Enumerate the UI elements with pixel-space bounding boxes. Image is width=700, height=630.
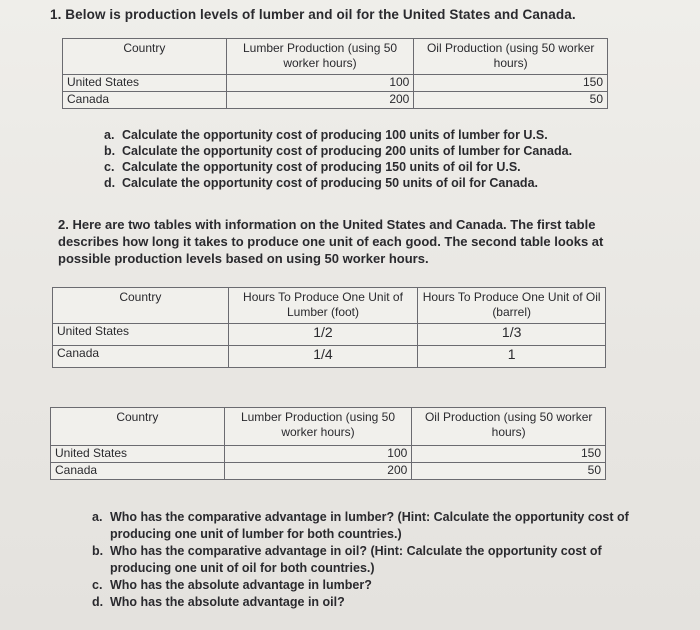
q2t1-cell-us-oil: 1/3 (418, 324, 606, 346)
q1-item-c: c. Calculate the opportunity cost of producing 150 units of oil for U.S. (104, 160, 521, 174)
q2t2-cell-ca-country: Canada (51, 463, 225, 480)
q2-item-a: a. Who has the comparative advantage in lumber? (Hint: Calculate the opportunity cost of producing one unit of lumber for both countries.) (92, 510, 629, 541)
q2t1-cell-us-lumber: 1/2 (228, 324, 418, 346)
q1-cell-ca-country: Canada (63, 92, 227, 109)
q2t2-header-country: Country (51, 408, 225, 446)
q2t2-cell-us-country: United States (51, 446, 225, 463)
q2t1-header-country: Country (53, 288, 229, 324)
q2t1-header-oil: Hours To Produce One Unit of Oil (barrel) (418, 288, 606, 324)
question-2-text: 2. Here are two tables with information on the United States and Canada. The first table describes how long it takes to produce one unit of each good. The second table looks at possible production levels based on using 50 worker hours. (58, 217, 604, 266)
q1-header-oil: Oil Production (using 50 worker hours) (414, 39, 608, 75)
q1-cell-ca-lumber: 200 (226, 92, 414, 109)
q1-cell-us-country: United States (63, 75, 227, 92)
q2-item-d: d. Who has the absolute advantage in oil? (92, 595, 345, 609)
q2-hours-table (52, 287, 606, 368)
q1-subquestions (104, 127, 664, 191)
q1-cell-us-oil: 150 (414, 75, 608, 92)
q1-header-country: Country (63, 39, 227, 75)
q1-item-a: a. Calculate the opportunity cost of producing 100 units of lumber for U.S. (104, 128, 548, 142)
q2-item-b: b. Who has the comparative advantage in oil? (Hint: Calculate the opportunity cost of producing one unit of oil for both countries.) (92, 544, 602, 575)
q2t1-cell-ca-country: Canada (53, 346, 229, 368)
q2t1-cell-ca-lumber: 1/4 (228, 346, 418, 368)
q1-production-table (62, 38, 608, 109)
q1-cell-ca-oil: 50 (414, 92, 608, 109)
q2t1-header-lumber: Hours To Produce One Unit of Lumber (foot) (228, 288, 418, 324)
q2-subquestions (92, 509, 652, 611)
q2t2-header-oil: Oil Production (using 50 worker hours) (412, 408, 606, 446)
q2t2-cell-us-lumber: 100 (224, 446, 412, 463)
q2t1-cell-ca-oil: 1 (418, 346, 606, 368)
q2-production-table (50, 407, 606, 480)
q1-cell-us-lumber: 100 (226, 75, 414, 92)
question-1-title: 1. Below is production levels of lumber and oil for the United States and Canada. (50, 7, 576, 22)
q2t2-header-lumber: Lumber Production (using 50 worker hours) (224, 408, 412, 446)
q2t1-cell-us-country: United States (53, 324, 229, 346)
q2t2-cell-ca-oil: 50 (412, 463, 606, 480)
q2t2-cell-us-oil: 150 (412, 446, 606, 463)
q1-item-d: d. Calculate the opportunity cost of producing 50 units of oil for Canada. (104, 176, 538, 190)
q1-item-b: b. Calculate the opportunity cost of producing 200 units of lumber for Canada. (104, 144, 573, 158)
q1-header-lumber: Lumber Production (using 50 worker hours) (226, 39, 414, 75)
q2t2-cell-ca-lumber: 200 (224, 463, 412, 480)
q2-item-c: c. Who has the absolute advantage in lumber? (92, 578, 372, 592)
